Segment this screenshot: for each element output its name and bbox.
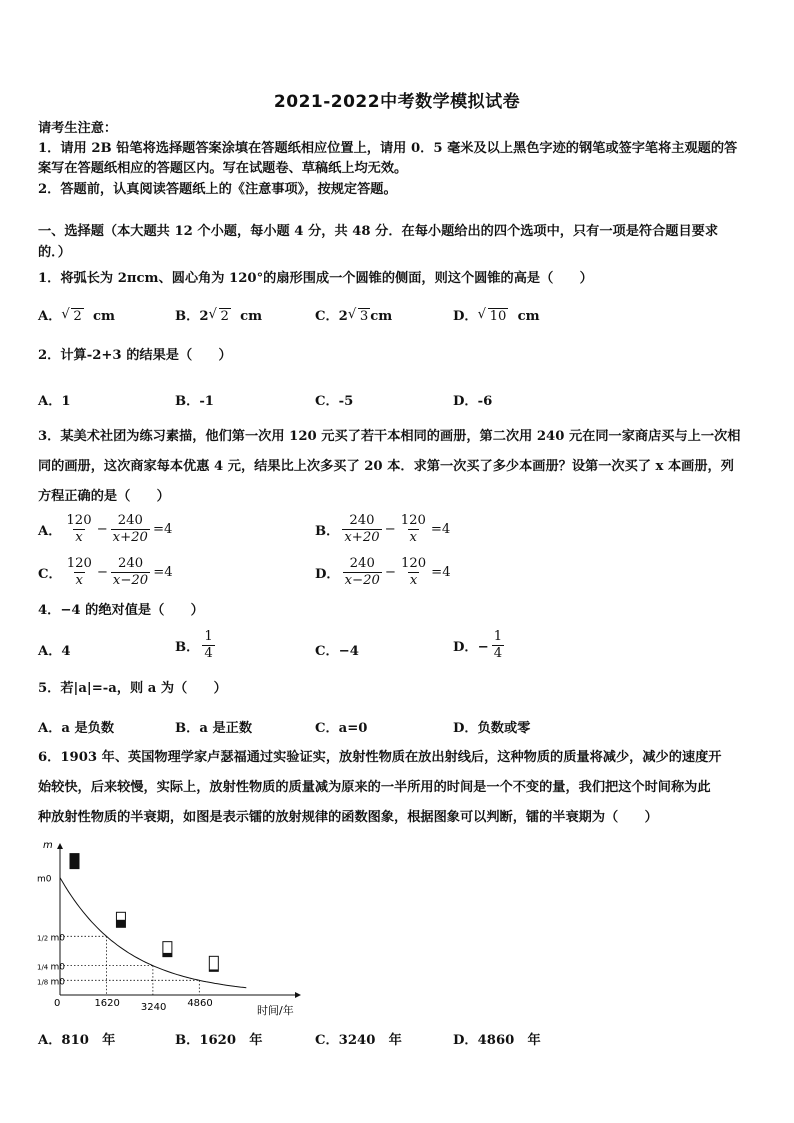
page-title: 2021-2022中考数学模拟试卷 [273,92,521,112]
q6-option-a: A．810 年 [38,1033,116,1048]
q1-option-b: B．2√ 2 cm [175,305,262,324]
x-tick-label: 1620 [94,998,120,1009]
q4-option-c: C．−4 [315,644,359,659]
q5-option-d: D．负数或零 [453,721,531,736]
q1-option-c: C．2√ 3 cm [315,305,392,324]
q2-option-d: D．-6 [453,394,493,409]
q4-option-a: A．4 [38,644,71,659]
q3-stem-3: 方程正确的是（ ） [38,489,170,504]
q3-stem-2: 同的画册，这次商家每本优惠 4 元，结果比上次多买了 20 本．求第一次买了多少本画册？设第一次买了 x 本画册，列 [38,459,734,474]
q4-option-d: D．− $\frac{1}{4}$ [453,629,503,661]
q6-option-c: C．3240 年 [315,1033,402,1048]
y-axis-label: m [43,840,53,851]
q3-option-d: D． $\frac{240}{x-20}$ − $\frac{120}{x}$ =4 [315,556,451,588]
q4-stem: 4．−4 的绝对值是（ ） [38,603,204,618]
section-heading-1: 一、选择题（本大题共 12 个小题，每小题 4 分，共 48 分．在每小题给出的四个选项中，只有一项是符合题目要求 [38,224,719,239]
x-tick-labels [94,998,212,1013]
y-tick-label: 1/4 m0 [37,962,65,973]
sample-jars [70,854,218,972]
jar-fill [116,920,125,928]
section-heading-2: 的．） [38,245,71,260]
q2-option-b: B．-1 [175,394,214,409]
q3-stem-1: 3．某美术社团为练习素描，他们第一次用 120 元买了若干本相同的画册，第二次用 240 元在同一家商店买与上一次相 [38,429,741,444]
q3-option-a: A． $\frac{120}{x}$ − $\frac{240}{x+20}$ =4 [38,513,173,545]
q2-option-a: A．1 [38,394,71,409]
x-axis-label: 时间/年 [257,1004,294,1017]
y-tick-label: 1/2 m0 [37,933,65,944]
q3-option-b: B． $\frac{240}{x+20}$ − $\frac{120}{x}$ =4 [315,513,451,545]
q5-option-a: A．a 是负数 [38,721,115,736]
notice-line-3: 2．答题前，认真阅读答题纸上的《注意事项》，按规定答题。 [38,182,397,197]
jar-fill [209,969,218,971]
q6-stem-3: 种放射性物质的半衰期，如图是表示镭的放射规律的函数图象，根据图象可以判断，镭的半衰期为（ ） [38,810,658,825]
q1-stem: 1．将弧长为 2πcm、圆心角为 120°的扇形围成一个圆锥的侧面，则这个圆锥的高是（ ） [38,271,593,286]
y-tick-labels [37,875,65,988]
q6-stem-2: 始较快，后来较慢，实际上，放射性物质的质量减为原来的一半所用的时间是一个不变的量，我们把这个时间称为此 [38,780,711,795]
q6-option-b: B．1620 年 [175,1033,263,1048]
q1-option-d: D．√ 10 cm [453,305,540,324]
q5-option-b: B．a 是正数 [175,721,253,736]
y-tick-label: m0 [37,874,52,885]
x-tick-label: 3240 [140,1002,167,1013]
q2-option-c: C．-5 [315,394,354,409]
jar-outline [209,956,218,971]
notice-heading: 请考生注意： [38,121,118,136]
q5-option-c: C．a=0 [315,721,368,736]
decay-chart [35,838,310,1023]
y-tick-label: 1/8 m0 [37,977,65,988]
guide-lines [60,936,199,995]
q2-stem: 2．计算-2+3 的结果是（ ） [38,348,232,363]
q6-option-d: D．4860 年 [453,1033,541,1048]
notice-line-2: 案写在答题纸相应的答题区内。写在试题卷、草稿纸上均无效。 [38,161,408,176]
q5-stem: 5．若|a|=-a，则 a 为（ ） [38,681,227,696]
x-tick-label: 4860 [187,998,213,1009]
q4-option-b: B． $\frac{1}{4}$ [175,629,213,661]
origin-label: 0 [54,998,61,1009]
q3-option-c: C． $\frac{120}{x}$ − $\frac{240}{x-20}$ =4 [38,556,173,588]
q6-stem-1: 6．1903 年、英国物理学家卢瑟福通过实验证实，放射性物质在放出射线后，这种物质的质量将减少，减少的速度开 [38,750,722,765]
jar-fill [70,854,79,869]
jar-fill [163,953,172,957]
notice-line-1: 1．请用 2B 铅笔将选择题答案涂填在答题纸相应位置上，请用 0．5 毫米及以上黑色字迹的钢笔或签字笔将主观题的答 [38,141,738,156]
q1-option-a: A．√ 2 cm [38,305,115,324]
